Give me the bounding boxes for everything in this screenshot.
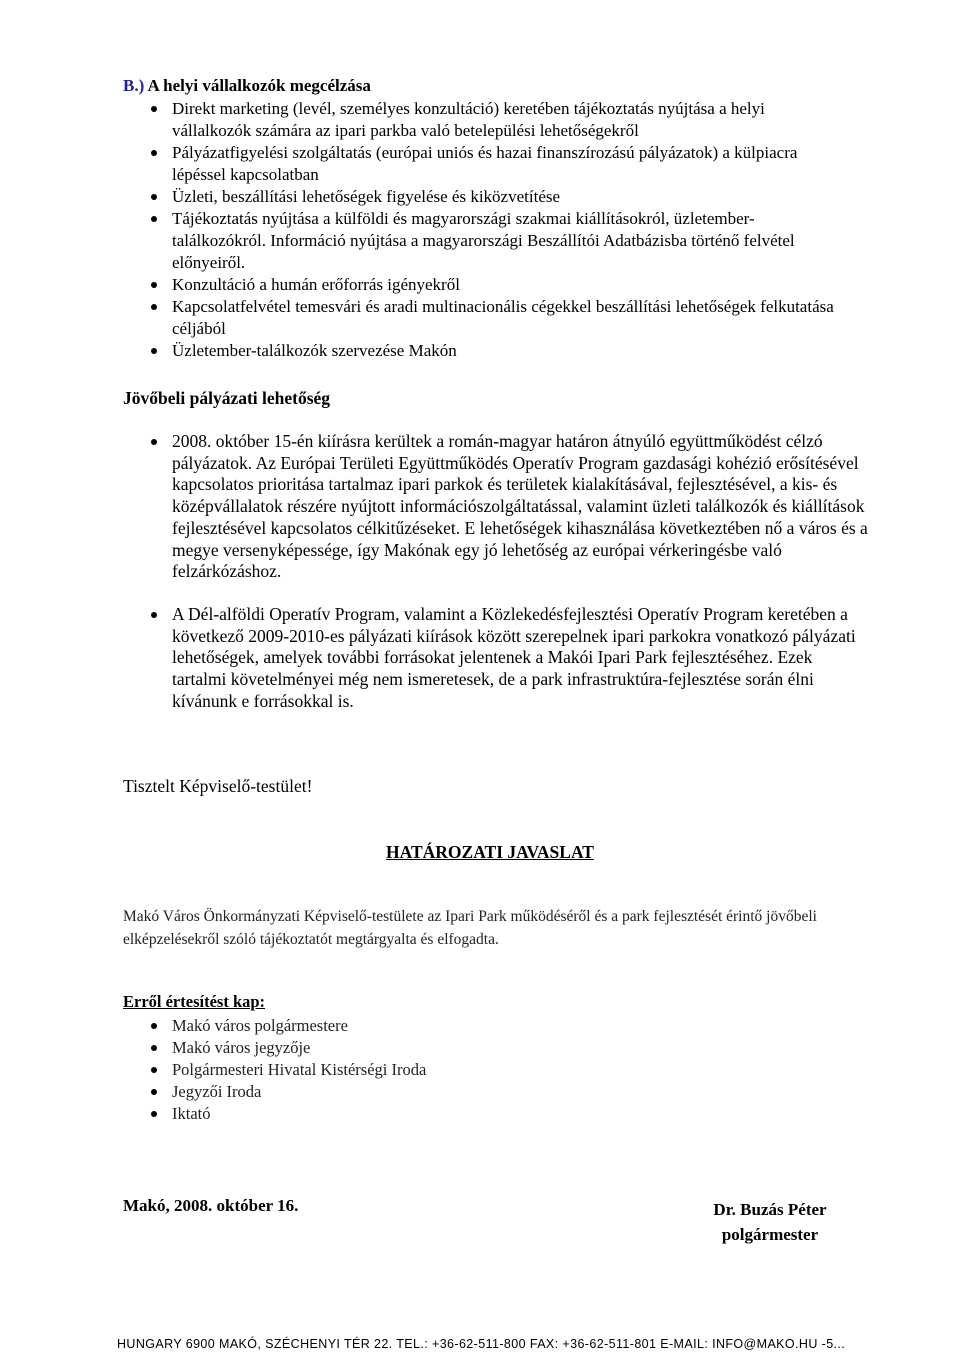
list-item: Makó város jegyzője	[123, 1037, 426, 1059]
section-b-heading: A helyi vállalkozók megcélzása	[144, 76, 371, 95]
section-b-label: B.)	[123, 76, 145, 95]
bullet-icon	[151, 304, 157, 310]
bullet-icon	[151, 439, 157, 445]
bullet-icon	[151, 216, 157, 222]
list-item: Üzleti, beszállítási lehetőségek figyelése és kiközvetítése	[123, 186, 843, 208]
resolution-text: Makó Város Önkormányzati Képviselő-testülete az Ipari Park működéséről és a park fejlesztését érintő jövőbeli elképzelésekről szóló tájékoztatót megtárgyalta és elfogadta.	[123, 908, 817, 948]
section-b-title	[123, 75, 371, 97]
list-item: Tájékoztatás nyújtása a külföldi és magyarországi szakmai kiállításokról, üzletember-találkozókról. Információ nyújtása a magyarországi Beszállítói Adatbázisba történő felvétel előnyeiről.	[123, 208, 843, 274]
section-b-list	[123, 98, 843, 362]
list-item: Polgármesteri Hivatal Kistérségi Iroda	[123, 1059, 426, 1081]
list-item: Jegyzői Iroda	[123, 1081, 426, 1103]
footer-contact: HUNGARY 6900 MAKÓ, SZÉCHENYI TÉR 22. TEL.: +36-62-511-800 FAX: +36-62-511-801 E-MAIL: INFO@MAKO.HU -5...	[117, 1337, 846, 1351]
bullet-icon	[151, 282, 157, 288]
list-item: Kapcsolatfelvétel temesvári és aradi multinacionális cégekkel beszállítási lehetőségek felkutatása céljából	[123, 296, 843, 340]
signatory-name: Dr. Buzás Péter	[713, 1200, 827, 1219]
notify-title: Erről értesítést kap:	[123, 992, 266, 1011]
bullet-icon	[151, 1045, 157, 1051]
bullet-icon	[151, 1023, 157, 1029]
list-item: Direkt marketing (levél, személyes konzultáció) keretében tájékoztatás nyújtása a helyi vállalkozók számára az ipari parkba való betelepülési lehetőségekről	[123, 98, 843, 142]
bullet-icon	[151, 1111, 157, 1117]
list-item: Pályázatfigyelési szolgáltatás (európai uniós és hazai finanszírozású pályázatok) a külpiacra lépéssel kapcsolatban	[123, 142, 843, 186]
signatory-role: polgármester	[721, 1225, 819, 1244]
bullet-icon	[151, 1067, 157, 1073]
bullet-icon	[151, 194, 157, 200]
bullet-icon	[151, 348, 157, 354]
bullet-icon	[151, 1089, 157, 1095]
future-opportunities-title: Jövőbeli pályázati lehetőség	[123, 388, 331, 408]
greeting: Tisztelt Képviselő-testület!	[123, 776, 313, 796]
place-date: Makó, 2008. október 16.	[123, 1196, 299, 1215]
signature-block	[690, 1197, 850, 1247]
resolution-title: HATÁROZATI JAVASLAT	[386, 842, 594, 862]
list-item: A Dél-alföldi Operatív Program, valamint a Közlekedésfejlesztési Operatív Program keretében a következő 2009-2010-es pályázati kiírások között szerepelnek ipari parkokra vonatkozó pályázati lehetőségek, amelyek további forrásokat jelentenek a Makói Ipari Park fejlesztéséhez. Ezek tartalmi követelményei még nem ismeretesek, de a park infrastruktúra-fejlesztése során élni kívánunk e forrásokkal is.	[123, 604, 868, 713]
list-item: Iktató	[123, 1103, 426, 1125]
list-item: 2008. október 15-én kiírásra kerültek a román-magyar határon átnyúló együttműködést célzó pályázatok. Az Európai Területi Együttműködés Operatív Program gazdasági kohézió erősítésével kapcsolatos prioritása tartalmaz ipari parkok és területek kialakításával, fejlesztésével, a kis- és középvállalatok részére nyújtott információszolgáltatással, valamint üzleti találkozók és kiállítások fejlesztésével kapcsolatos célkitűzéseket. E lehetőségek kihasználása következtében nő a város és a megye versenyképessége, így Makónak egy jó lehetőség az európai vérkeringésbe való felzárkózáshoz.	[123, 431, 868, 583]
bullet-icon	[151, 612, 157, 618]
future-opportunities-list	[123, 431, 868, 712]
list-item: Konzultáció a humán erőforrás igényekről	[123, 274, 843, 296]
bullet-icon	[151, 150, 157, 156]
list-item: Makó város polgármestere	[123, 1015, 426, 1037]
notify-list	[123, 1015, 426, 1125]
bullet-icon	[151, 106, 157, 112]
list-item: Üzletember-találkozók szervezése Makón	[123, 340, 843, 362]
